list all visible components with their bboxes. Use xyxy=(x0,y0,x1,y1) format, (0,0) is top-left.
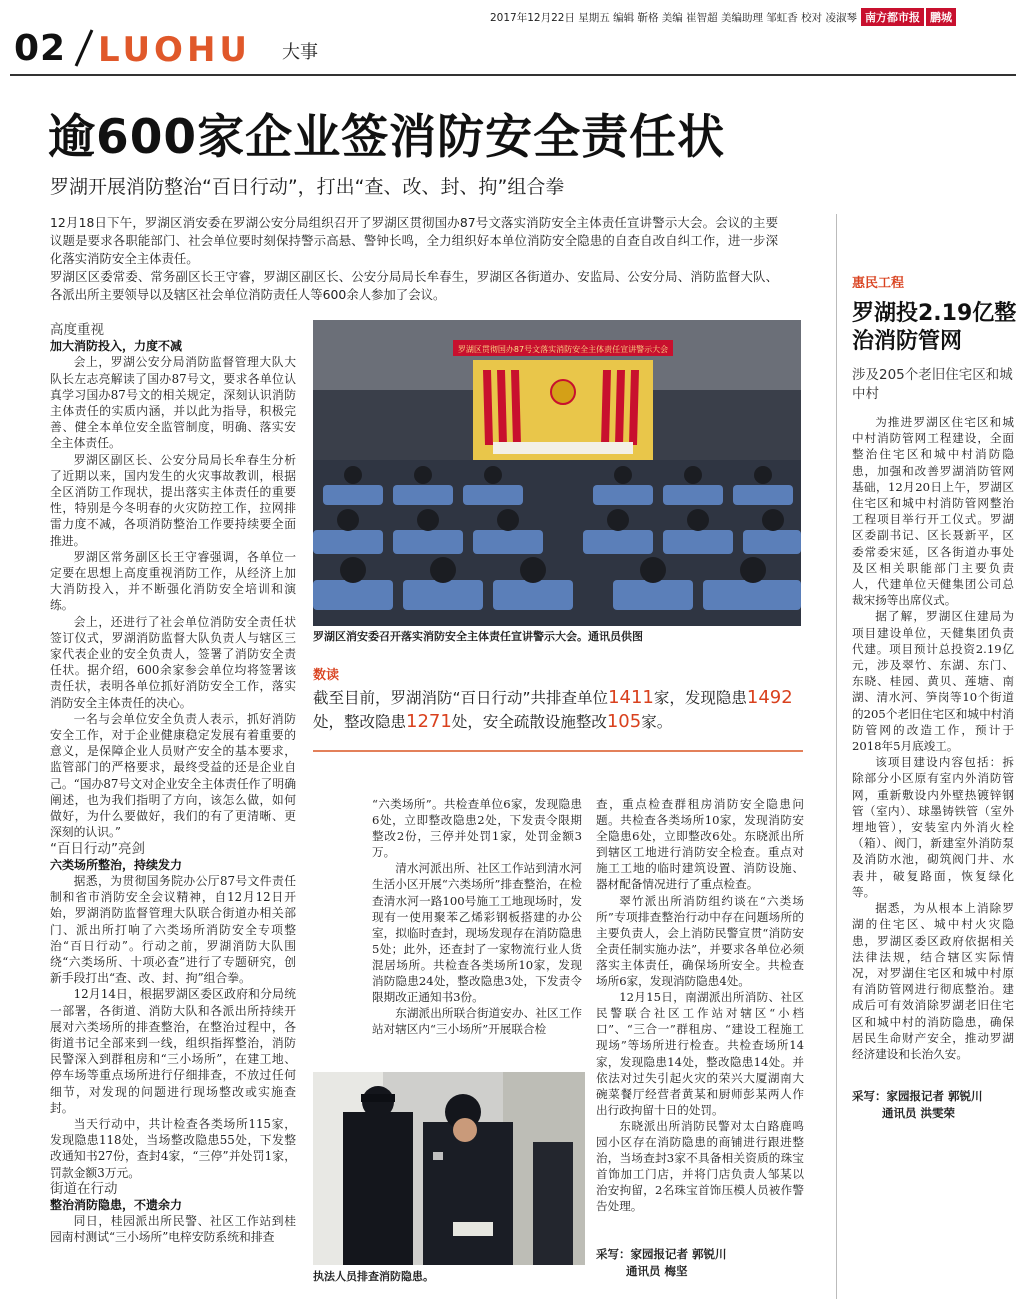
byline-reporter: 采写：家园报记者 郭锐川 xyxy=(852,1089,983,1103)
data-summary xyxy=(313,686,803,734)
section-bold-heading: 六类场所整治，持续发力 xyxy=(50,857,183,872)
masthead-text: 2017年12月22日 星期五 编辑 靳格 美编 崔智超 美编助理 邹虹香 校对 凌淑琴 xyxy=(490,12,857,24)
section-subtitle: 大事 xyxy=(282,42,318,63)
body-paragraph: 当天行动中，共计检查各类场所115家，发现隐患118处，当场整改隐患55处，下发整改通知书27份，查封4家，“三停”并处罚1家，罚款金额3万元。 xyxy=(50,1116,296,1180)
body-paragraph: 会上，罗湖公安分局消防监督管理大队大队长左志亮解读了国办87号文，要求各单位认真学习国办87号文的相关规定，深刻认识消防主体责任的实质内涵，并以此为指导，积极完善、健全本单位安全监管制度，明确、落实安全主体责任。 xyxy=(50,355,296,451)
meeting-banner: 罗湖区贯彻国办87号文落实消防安全主体责任宣讲警示大会 xyxy=(457,345,669,354)
data-text: 处，安全疏散设施整改 xyxy=(451,713,607,731)
body-paragraph: 为推进罗湖区住宅区和城中村消防管网工程建设，全面整治住宅区和城中村消防隐患，加强和改善罗湖消防管网基础，12月20日上午，罗湖区住宅区和城中村消防管网整治工程项目举行开工仪式。罗湖区委副书记、区长聂新平，区委常委宋延，区各街道办事处及区相关职能部门主要负责人，代建单位天健集团公司总裁宋扬等出席仪式。 xyxy=(852,415,1014,608)
page-number: 02 xyxy=(14,28,67,69)
body-paragraph: 同日，桂园派出所民警、社区工作站到桂园南村测试“三小场所”电梓安防系统和排查 xyxy=(50,1214,296,1245)
data-text: 截至目前，罗湖消防“百日行动”共排查单位 xyxy=(313,689,609,707)
units-count: 1411 xyxy=(608,687,654,708)
body-paragraph: 清水河派出所、社区工作站到清水河生活小区开展“六类场所”排查整治，在检查清水河一路100号施工工地现场时，发现有一使用聚苯乙烯彩钢板搭建的办公室，拟临时查封，现场发现存在消防隐患5处；此外，还查封了一家物流行业人货混居场所。共检查各类场所10家，发现消防隐患24处，整改隐患3处，下发责令限期改正通知书3份。 xyxy=(372,861,582,1005)
sidebar-subtitle: 涉及205个老旧住宅区和城中村 xyxy=(852,367,1013,402)
body-paragraph: 据了解，罗湖区住建局为项目建设单位，天健集团负责代建。项目预计总投资2.19亿元，涉及翠竹、东湖、东门、东晓、桂园、黄贝、莲塘、南湖、清水河、笋岗等10个街道的205个老旧住宅区和城中村消防管网的改造工作，预计于2018年5月底竣工。 xyxy=(852,609,1014,754)
body-paragraph: 12月14日，根据罗湖区委区政府和分局统一部署，各街道、消防大队和各派出所持续开展对六类场所的排查整治，在整治过程中，各街道书记全部来到一线，组织指挥整治，消防民警深入到群租房和“三小场所”，在建工地、停车场等重点场所进行仔细排查，不放过任何细节，对发现的问题进行现场整改或实施查封。 xyxy=(50,987,296,1115)
column-divider xyxy=(836,214,837,1299)
body-paragraph: “六类场所”。共检查单位6家，发现隐患6处，立即整改隐患2处，下发责令限期整改2份，三停并处罚1家，处罚金额3万。 xyxy=(372,797,582,860)
body-paragraph: 东晓派出所消防民警对太白路鹿鸣园小区存在消防隐患的商铺进行跟进整治，当场查封3家不具备相关资质的珠宝首饰加工门店，并将门店负责人邹某以治安拘留，2名珠宝首饰压模人员被作警告处理。 xyxy=(596,1118,804,1214)
slash-divider-icon xyxy=(70,26,96,68)
section-bold-heading: 整治消防隐患，不遗余力 xyxy=(50,1197,183,1212)
subheadline: 罗湖开展消防整治“百日行动”，打出“查、改、封、拘”组合拳 xyxy=(50,176,565,198)
byline-correspondent: 通讯员 梅坚 xyxy=(626,1264,688,1278)
byline-reporter: 采写：家园报记者 郭锐川 xyxy=(596,1247,727,1261)
data-text: 家，发现隐患 xyxy=(653,689,747,707)
body-paragraph: 罗湖区副区长、公安分局局长牟春生分析了近期以来，国内发生的火灾事故教训，根据全区消防工作现状，提出落实主体责任的重要性，特别是今冬明春的火灾防控工作，拉网排雷力度不减，各项消防整治工作要持续要全面推进。 xyxy=(50,452,296,548)
body-paragraph: 一名与会单位安全负责人表示，抓好消防安全工作，对于企业健康稳定发展有着重要的意义，是保障企业人员财产安全的基本要求，监管部门的严格要求，最终受益的还是企业自己。“国办87号文对企业安全主体责任作了明确阐述，也为我们指明了方向，该怎么做，如何做好，为什么要做好，我们的有了更清晰、更深刻的认识。” xyxy=(50,711,296,840)
body-paragraph: 东湖派出所联合街道安办、社区工作站对辖区内“三小场所”开展联合检 xyxy=(372,1006,582,1037)
byline xyxy=(596,1246,727,1280)
data-text: 处，整改隐患 xyxy=(313,713,407,731)
brand-logo-nandu: 南方都市报 xyxy=(861,8,924,26)
section-heading: “百日行动”亮剑 xyxy=(50,840,145,857)
lead-paragraphs xyxy=(50,214,778,304)
lead-paragraph: 罗湖区区委常委、常务副区长王守睿，罗湖区副区长、公安分局局长牟春生，罗湖区各街道办、安监局、公安分局、消防监督大队、各派出所主要领导以及辖区社会单位消防责任人等600余人参加了会议。 xyxy=(50,269,778,302)
body-paragraph: 会上，还进行了社会单位消防安全责任状签订仪式，罗湖消防监督大队负责人与辖区三家代表企业的安全负责人，签署了消防安全责任状。据介绍，600余家参会单位均将签署该责任状，表明各单位抓好消防安全工作，落实消防安全主体责任的决心。 xyxy=(50,614,296,710)
sidebar-body xyxy=(852,414,1014,1062)
body-paragraph: 该项目建设内容包括：拆除部分小区原有室内外消防管网，重新敷设内外壁热镀锌钢管（室内）、球墨铸铁管（室外埋地管），安装室内外消火栓（箱）、阀门，新建室外消防泵及消防水池，砌筑阀门井、水表井，破复路面，恢复绿化等。 xyxy=(852,755,1014,899)
section-heading: 高度重视 xyxy=(50,322,104,338)
section-heading: 街道在行动 xyxy=(50,1180,118,1197)
conference-photo xyxy=(313,320,801,626)
sidebar-title: 罗湖投2.19亿整治消防管网 xyxy=(852,301,1017,354)
hazards-found-count: 1492 xyxy=(746,687,793,708)
masthead-info xyxy=(490,8,1015,28)
evacuation-fixed-count: 105 xyxy=(606,711,642,732)
photo-caption: 执法人员排查消防隐患。 xyxy=(313,1270,434,1283)
header-rule xyxy=(10,74,1016,76)
headline: 逾600家企业签消防安全责任状 xyxy=(48,110,726,165)
inspection-photo xyxy=(313,1072,585,1265)
body-paragraph: 翠竹派出所消防组约谈在“六类场所”专项排查整治行动中存在问题场所的主要负责人，会上消防民警宣贯“消防安全责任制实施办法”，并要求各单位必须落实主体责任，确保场所安全。共检查场所6家，发现消防隐患4处。 xyxy=(596,893,804,989)
brand-logo-pengcheng: 鹏城 xyxy=(926,8,956,26)
byline-correspondent: 通讯员 洪雯荣 xyxy=(882,1106,956,1120)
data-rule xyxy=(313,750,803,752)
hazards-fixed-count: 1271 xyxy=(406,711,452,732)
body-paragraph: 据悉，为从根本上消除罗湖的住宅区、城中村火灾隐患，罗湖区委区政府依据相关法律法规，结合辖区实际情况，对罗湖住宅区和城中村原有消防管网进行彻底整治。建成后可有效消除罗湖老旧住宅区和城中村的消防隐患，确保居民生命财产安全，推动罗湖经济建设和长治久安。 xyxy=(852,901,1014,1061)
left-column xyxy=(50,322,296,1246)
section-bold-heading: 加大消防投入，力度不减 xyxy=(50,339,183,354)
data-label: 数读 xyxy=(313,668,340,683)
section-name: LUOHU xyxy=(98,30,252,70)
middle-column-1 xyxy=(372,796,582,1037)
middle-column-2 xyxy=(596,796,804,1214)
body-paragraph: 查，重点检查群租房消防安全隐患问题。共检查各类场所10家，发现消防安全隐患6处，立即整改6处。东晓派出所到辖区工地进行消防安全检查。重点对施工工地的临时建筑设置、消防设施、器材配备情况进行了重点检查。 xyxy=(596,797,804,892)
sidebar-tag: 惠民工程 xyxy=(852,276,905,291)
lead-paragraph: 12月18日下午，罗湖区消安委在罗湖公安分局组织召开了罗湖区贯彻国办87号文落实消防安全主体责任宣讲警示大会。会议的主要议题是要求各职能部门、社会单位要时刻保持警示高悬、警钟长鸣，全力组织好本单位消防安全隐患的自查自改自纠工作，进一步深化落实消防安全主体责任。 xyxy=(50,215,778,266)
sidebar-byline xyxy=(852,1088,983,1122)
body-paragraph: 罗湖区常务副区长王守睿强调，各单位一定要在思想上高度重视消防工作，从经济上加大消防投入，并不断强化消防安全培训和演练。 xyxy=(50,549,296,613)
body-paragraph: 12月15日，南湖派出所消防、社区民警联合社区工作站对辖区“小档口”、“三合一”群租房、“建设工程施工现场”等场所进行检查。共检查场所14家，发现隐患14处，整改隐患14处。并依法对过失引起火灾的荣兴大厦湖南大碗菜餐厅经营者黄某和厨师彭某两人作出行政拘留十日的处罚。 xyxy=(596,990,804,1117)
data-text: 家。 xyxy=(641,713,673,731)
photo-caption: 罗湖区消安委召开落实消防安全主体责任宣讲警示大会。通讯员供图 xyxy=(313,630,643,643)
body-paragraph: 据悉，为贯彻国务院办公厅87号文件责任制和省市消防安全会议精神，自12月12日开始，罗湖消防监督管理大队联合街道办相关部门、派出所打响了六类场所消防安全专项整治“百日行动”。行动之前，罗湖消防大队围绕“六类场所、十项必查”进行了专题研究，创新手段打出“查、改、封、拘”组合拳。 xyxy=(50,873,296,986)
